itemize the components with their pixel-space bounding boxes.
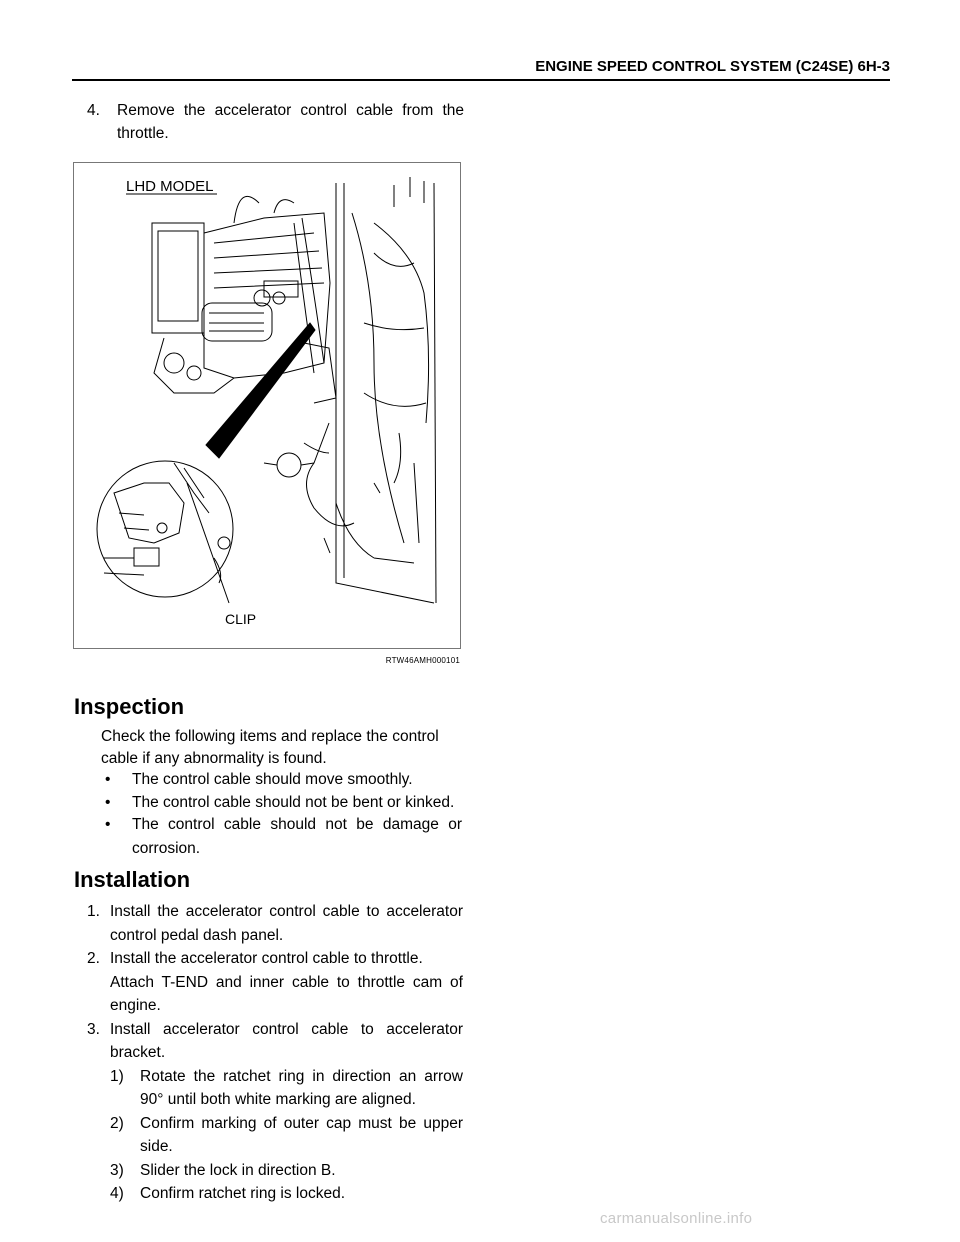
step-number: 4. — [87, 102, 100, 119]
list-item — [110, 1182, 463, 1206]
figure-code: RTW46AMH000101 — [385, 656, 460, 665]
step-number: 1. — [87, 903, 100, 920]
substep-text: Confirm ratchet ring is locked. — [140, 1185, 346, 1202]
installation-steps — [87, 900, 463, 1206]
label-clip: CLIP — [225, 611, 257, 627]
installation-heading: Installation — [74, 867, 191, 892]
step-text: Install the accelerator control cable to throttle. — [110, 950, 423, 967]
inspection-heading: Inspection — [74, 694, 185, 719]
inspection-intro: Check the following items and replace the control cable if any abnormality is found. — [101, 728, 439, 767]
engine-drawing — [74, 163, 461, 649]
list-item — [105, 768, 462, 792]
bullet-icon: • — [105, 771, 111, 788]
list-item — [87, 900, 463, 947]
list-item — [87, 947, 463, 971]
substep-text: Rotate the ratchet ring in direction an arrow 90° until both white marking are aligned. — [140, 1067, 463, 1108]
step-text: Remove the accelerator control cable from the throttle. — [117, 102, 464, 142]
bullet-icon: • — [105, 816, 111, 833]
list-item — [87, 1018, 463, 1065]
step-number: 3. — [87, 1020, 100, 1038]
header-title: ENGINE SPEED CONTROL SYSTEM (C24SE) 6H-3 — [535, 58, 890, 75]
engine-illustration — [73, 162, 461, 649]
list-item — [110, 1065, 463, 1112]
removal-step — [72, 100, 464, 145]
substep-number: 3) — [110, 1161, 124, 1179]
substep-number: 2) — [110, 1114, 124, 1132]
substep-number: 1) — [110, 1067, 124, 1085]
substep-text: Confirm marking of outer cap must be upper side. — [140, 1114, 463, 1155]
step-note: Attach T-END and inner cable to throttle cam of engine. — [110, 973, 463, 1014]
list-item — [105, 813, 462, 861]
step-number: 2. — [87, 950, 100, 967]
bullet-icon: • — [105, 794, 111, 811]
bullet-text: The control cable should not be damage or corrosion. — [132, 816, 462, 857]
list-item — [110, 1159, 463, 1183]
bullet-text: The control cable should move smoothly. — [132, 771, 413, 788]
step-text: Install accelerator control cable to accelerator bracket. — [110, 1020, 463, 1061]
substep-number: 4) — [110, 1185, 124, 1202]
watermark: carmanualsonline.info — [600, 1210, 753, 1227]
page-header — [72, 58, 890, 81]
bullet-text: The control cable should not be bent or kinked. — [132, 794, 455, 811]
step-text: Install the accelerator control cable to accelerator control pedal dash panel. — [110, 903, 463, 944]
substep-text: Slider the lock in direction B. — [140, 1161, 336, 1179]
list-item — [105, 791, 462, 815]
list-item — [110, 1112, 463, 1159]
label-model: LHD MODEL — [126, 178, 214, 195]
